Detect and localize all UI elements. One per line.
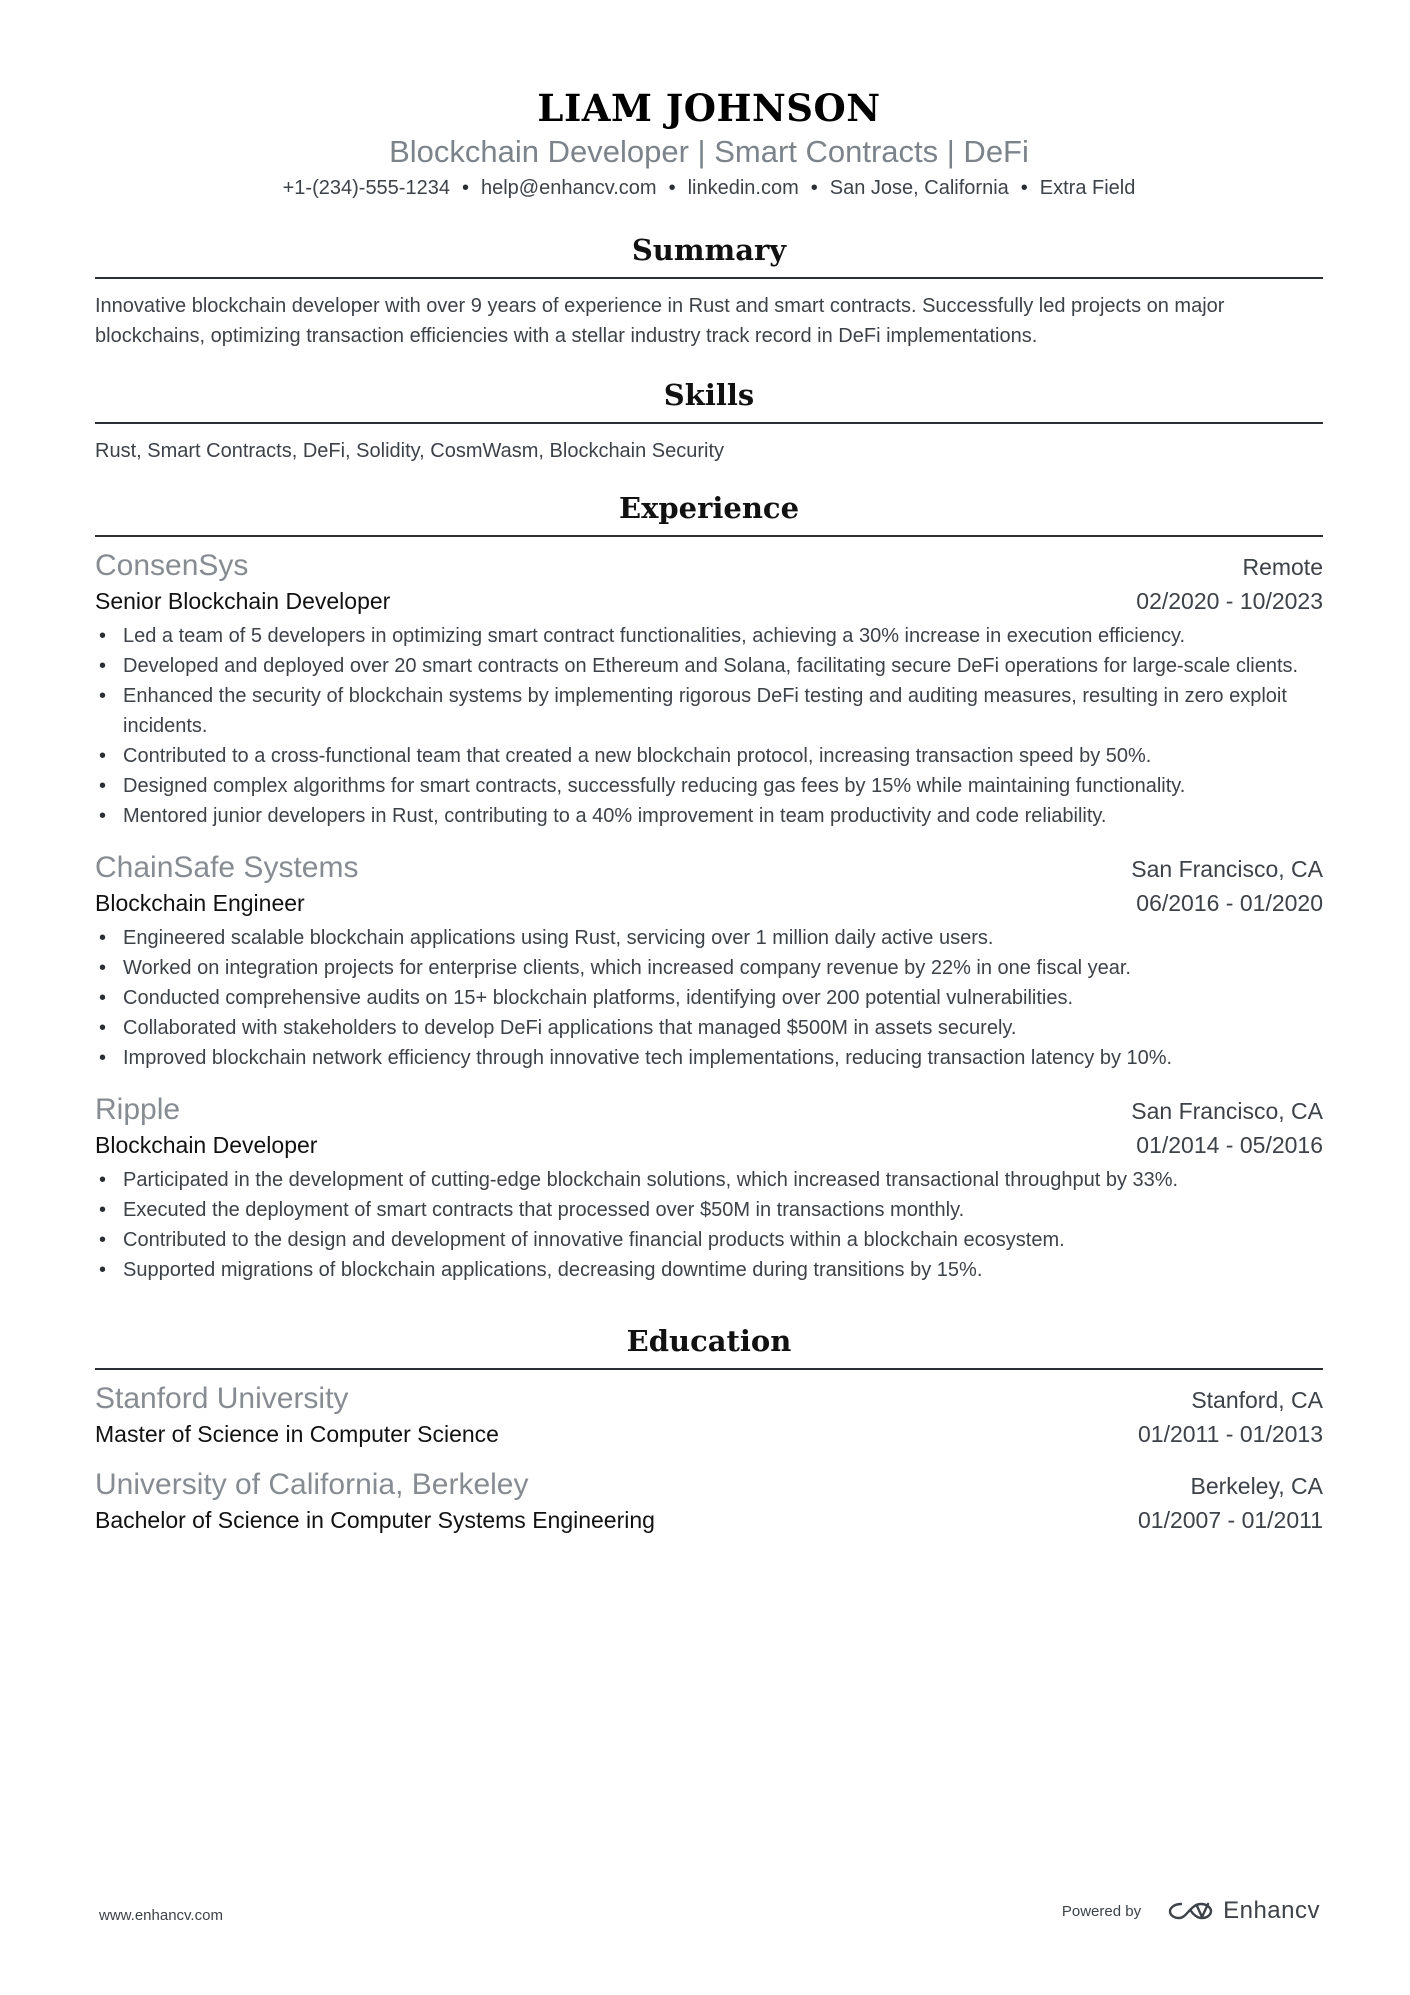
company-name: ChainSafe Systems	[95, 851, 359, 884]
achievement-item: • Engineered scalable blockchain applications using Rust, servicing over 1 million daily active users.	[123, 923, 1323, 953]
job-title: Blockchain Engineer	[95, 890, 305, 916]
education-entry	[95, 1380, 1323, 1450]
summary-section	[95, 230, 1323, 351]
powered-by-label: Powered by	[1061, 1902, 1142, 1920]
contact-linkedin[interactable]: linkedin.com	[687, 177, 799, 199]
job-dates: 01/2014 - 05/2016	[1136, 1132, 1323, 1158]
education-dates: 01/2007 - 01/2011	[1137, 1507, 1323, 1533]
achievement-item: • Participated in the development of cutting-edge blockchain solutions, which increased transactional throughput by 33%.	[123, 1165, 1323, 1195]
achievement-item: • Supported migrations of blockchain applications, decreasing downtime during transitions by 15%.	[123, 1255, 1323, 1285]
candidate-headline: Blockchain Developer | Smart Contracts | DeFi	[389, 134, 1029, 169]
skills-text: Rust, Smart Contracts, DeFi, Solidity, CosmWasm, Blockchain Security	[95, 440, 725, 462]
job-title: Blockchain Developer	[95, 1132, 318, 1158]
achievement-item: • Designed complex algorithms for smart contracts, successfully reducing gas fees by 15% while maintaining functionality.	[123, 771, 1323, 801]
candidate-name: LIAM JOHNSON	[537, 86, 881, 130]
achievement-item: • Mentored junior developers in Rust, contributing to a 40% improvement in team productivity and code reliability.	[123, 801, 1323, 831]
achievement-list	[95, 1165, 1323, 1285]
footer-website-link[interactable]: www.enhancv.com	[99, 1907, 223, 1924]
company-name: Ripple	[95, 1093, 181, 1126]
job-location: San Francisco, CA	[1131, 1098, 1323, 1124]
experience-entry	[95, 547, 1323, 831]
degree: Bachelor of Science in Computer Systems Engineering	[95, 1507, 655, 1533]
achievement-item: • Collaborated with stakeholders to develop DeFi applications that managed $500M in assets securely.	[123, 1013, 1323, 1043]
education-section	[95, 1321, 1323, 1536]
resume-page	[95, 0, 1323, 1536]
school-location: Berkeley, CA	[1190, 1473, 1323, 1499]
contact-location: San Jose, California	[829, 177, 1009, 199]
job-dates: 02/2020 - 10/2023	[1136, 588, 1323, 614]
school-location: Stanford, CA	[1191, 1387, 1323, 1413]
brand-name: Enhancv	[1223, 1897, 1320, 1924]
achievement-item: • Led a team of 5 developers in optimizing smart contract functionalities, achieving a 30% increase in execution efficiency.	[123, 621, 1323, 651]
experience-section	[95, 488, 1323, 1285]
experience-title: Experience	[95, 488, 1323, 537]
achievement-item: • Developed and deployed over 20 smart contracts on Ethereum and Solana, facilitating secure DeFi operations for large-scale clients.	[123, 651, 1323, 681]
school-name: University of California, Berkeley	[95, 1468, 529, 1501]
bullet-separator: •	[1020, 177, 1028, 199]
footer-branding	[1062, 1897, 1320, 1925]
bullet-separator: •	[810, 177, 818, 199]
contact-extra: Extra Field	[1039, 177, 1136, 199]
contact-email[interactable]: help@enhancv.com	[480, 177, 657, 199]
experience-entry	[95, 849, 1323, 1073]
achievement-list	[95, 621, 1323, 831]
experience-entry	[95, 1091, 1323, 1285]
contact-phone[interactable]: +1-(234)-555-1234	[282, 177, 450, 199]
company-name: ConsenSys	[95, 549, 249, 582]
bullet-separator: •	[461, 177, 469, 199]
achievement-item: • Enhanced the security of blockchain systems by implementing rigorous DeFi testing and auditing measures, resulting in zero exploit incidents.	[123, 681, 1323, 741]
bullet-separator: •	[668, 177, 676, 199]
job-title: Senior Blockchain Developer	[95, 588, 391, 614]
achievement-item: • Contributed to a cross-functional team that created a new blockchain protocol, increasing transaction speed by 50%.	[123, 741, 1323, 771]
job-dates: 06/2016 - 01/2020	[1136, 890, 1323, 916]
achievement-item: • Executed the deployment of smart contracts that processed over $50M in transactions monthly.	[123, 1195, 1323, 1225]
contact-line	[95, 174, 1323, 202]
achievement-list	[95, 923, 1323, 1073]
achievement-item: • Improved blockchain network efficiency through innovative tech implementations, reducing transaction latency by 10%.	[123, 1043, 1323, 1073]
school-name: Stanford University	[95, 1382, 349, 1415]
job-location: Remote	[1242, 554, 1323, 580]
job-location: San Francisco, CA	[1131, 856, 1323, 882]
skills-section	[95, 375, 1323, 466]
education-dates: 01/2011 - 01/2013	[1137, 1421, 1323, 1447]
achievement-item: • Conducted comprehensive audits on 15+ blockchain platforms, identifying over 200 potential vulnerabilities.	[123, 983, 1323, 1013]
degree: Master of Science in Computer Science	[95, 1421, 499, 1447]
education-entry	[95, 1466, 1323, 1536]
skills-title: Skills	[95, 375, 1323, 424]
summary-title: Summary	[95, 230, 1323, 279]
achievement-item: • Worked on integration projects for enterprise clients, which increased company revenue by 22% in one fiscal year.	[123, 953, 1323, 983]
education-title: Education	[95, 1321, 1323, 1370]
summary-text: Innovative blockchain developer with over 9 years of experience in Rust and smart contracts. Successfully led projects on major blockchains, optimizing transaction efficiencies with a stellar industry track record in DeFi implementations.	[95, 295, 1225, 347]
enhancv-logo-icon	[1167, 1899, 1215, 1923]
achievement-item: • Contributed to the design and development of innovative financial products within a blockchain ecosystem.	[123, 1225, 1323, 1255]
